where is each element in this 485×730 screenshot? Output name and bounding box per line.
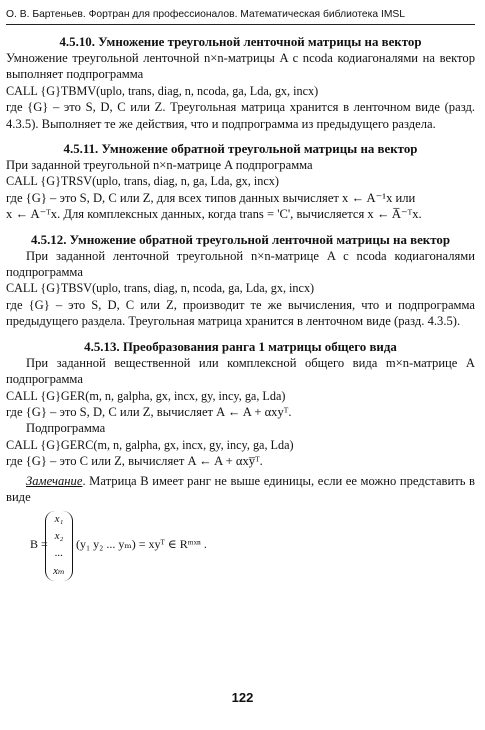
formula-lhs: B =	[30, 537, 48, 552]
section-description-line-1: где {G} – это S, D, C или Z, для всех типов данных вычисляет x ← A⁻¹x или	[6, 190, 416, 205]
section-4-5-12	[6, 232, 475, 330]
gerc-description: где {G} – это C или Z, вычисляет A ← A + αxy̅ᵀ.	[6, 454, 263, 469]
note-paragraph	[6, 473, 475, 506]
section-intro: При заданной ленточной треугольной n×n-матрице A с ncoda кодиагоналями подпрограмма	[6, 248, 475, 280]
vector-entry: x₂	[54, 530, 64, 543]
vector-entry: ...	[54, 547, 64, 560]
call-statement-gerc: CALL {G}GERC(m, n, galpha, gx, incx, gy, incy, ga, Lda)	[6, 437, 294, 452]
formula-rhs: (y₁ y₂ ... yₘ) = xyᵀ ∈ Rᵐˣⁿ .	[76, 537, 207, 552]
section-title: 4.5.12. Умножение обратной треугольной ленточной матрицы на вектор	[30, 232, 451, 247]
section-intro: Умножение треугольной ленточной n×n-матрицы A с ncoda кодиагоналями на вектор выполняет подпрограмма	[6, 51, 475, 82]
section-description: где {G} – это S, D, C или Z. Треугольная матрица хранится в ленточном виде (разд. 4.3.5). Выполняет те же действия, что и подпрограмма из предыдущего раздела.	[6, 100, 475, 131]
section-intro: При заданной вещественной или комплексной общего вида m×n-матрице A подпрограмма	[6, 355, 475, 387]
section-4-5-13	[6, 339, 475, 584]
section-description: где {G} – это S, D, C или Z, производит те же вычисления, что и подпрограмма предыдущего раздела. Треугольная матрица хранится в ленточном виде (разд. 4.3.5).	[6, 297, 475, 329]
section-title: 4.5.10. Умножение треугольной ленточной матрицы на вектор	[59, 35, 422, 49]
section-intro: При заданной треугольной n×n-матрице A подпрограмма	[6, 158, 313, 173]
call-statement: CALL {G}TBSV(uplo, trans, diag, n, ncoda, ga, Lda, gx, incx)	[6, 281, 315, 296]
rank-one-formula	[6, 511, 475, 583]
note-text: . Матрица B имеет ранг не выше единицы, если ее можно представить в виде	[6, 473, 475, 504]
vector-entry: x₁	[54, 513, 64, 526]
call-statement-ger: CALL {G}GER(m, n, galpha, gx, incx, gy, incy, ga, Lda)	[6, 388, 286, 403]
vector-entry: xₘ	[53, 565, 65, 578]
section-description-line-2: x ← A⁻ᵀx. Для комплексных данных, когда trans = 'C', вычисляется x ← A̅⁻ᵀx.	[6, 207, 422, 222]
call-statement: CALL {G}TBMV(uplo, trans, diag, n, ncoda, ga, Lda, gx, incx)	[6, 83, 319, 98]
note-label: Замечание	[26, 473, 83, 488]
ger-description: где {G} – это S, D, C или Z, вычисляет A ← A + αxyᵀ.	[6, 404, 292, 419]
page-number: 122	[231, 690, 254, 705]
section-4-5-11	[6, 141, 475, 223]
call-statement: CALL {G}TRSV(uplo, trans, diag, n, ga, Lda, gx, incx)	[6, 174, 279, 189]
subroutine-label: Подпрограмма	[26, 421, 106, 436]
section-4-5-10	[6, 34, 475, 132]
running-head: О. В. Бартеньев. Фортран для профессионалов. Математическая библиотека IMSL	[6, 0, 475, 25]
column-vector	[45, 511, 73, 581]
section-title: 4.5.11. Умножение обратной треугольной матрицы на вектор	[63, 142, 418, 157]
section-title: 4.5.13. Преобразования ранга 1 матрицы общего вида	[84, 339, 397, 354]
